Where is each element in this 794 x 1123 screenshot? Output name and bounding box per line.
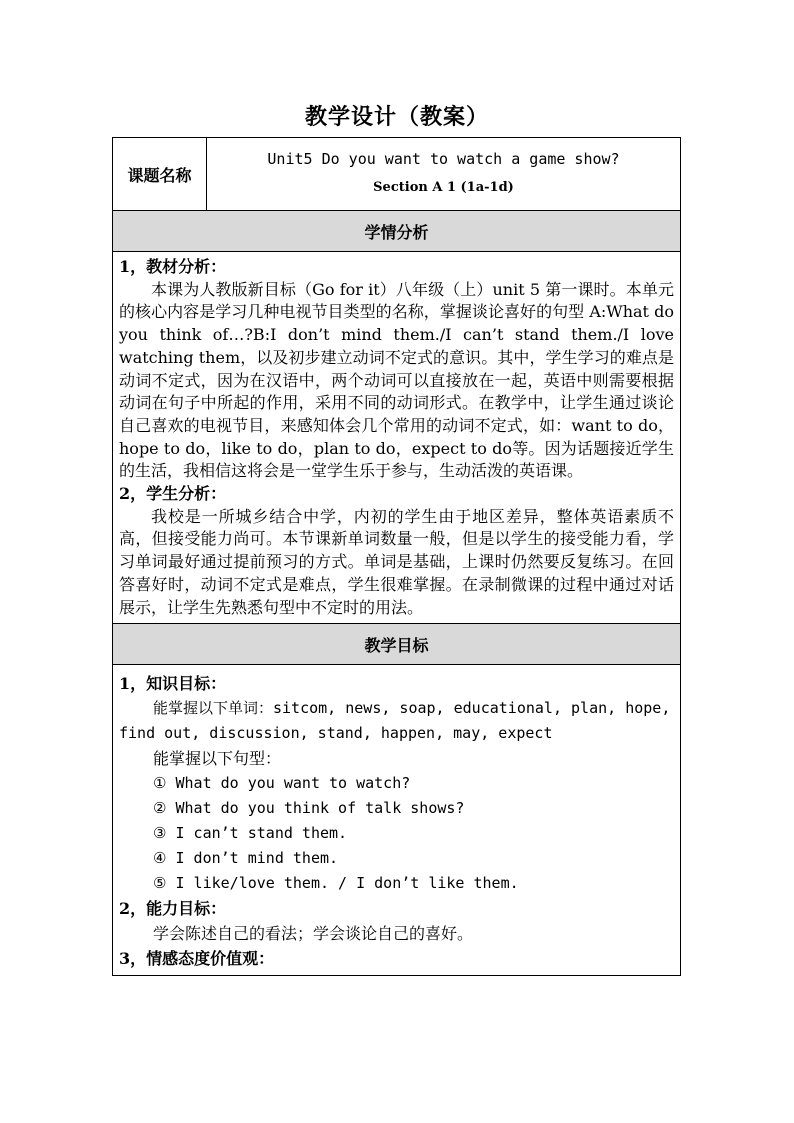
knowledge-heading: 1，知识目标：	[119, 674, 227, 694]
section-title: Section A 1 (1a-1d)	[373, 180, 514, 195]
analysis-heading: 学情分析	[113, 211, 681, 252]
knowledge-words: 能掌握以下单词：sitcom, news, soap, educational, plan, hope, find out, discussion, stand, happen, may, expect	[119, 699, 671, 743]
topic-label: 课题名称	[113, 138, 207, 211]
sentence-item: ③ I can’t stand them.	[153, 824, 348, 843]
goals-body-row	[113, 665, 681, 976]
ability-text: 学会陈述自己的看法；学会谈论自己的喜好。	[153, 924, 474, 944]
students-heading: 2，学生分析：	[119, 484, 227, 504]
sentence-item: ④ I don’t mind them.	[153, 849, 339, 868]
sentence-item: ① What do you want to watch?	[153, 774, 411, 793]
students-text: 我校是一所城乡结合中学，内初的学生由于地区差异，整体英语素质不高，但接受能力尚可。本节课新单词数量一般，但是以学生的接受能力看，学习单词最好通过提前预习的方式。单词是基础，上课时仍然要反复练习。在回答喜好时，动词不定式是难点，学生很难掌握。在录制微课的过程中通过对话展示，让学生先熟悉句型中不定时的用法。	[119, 506, 674, 617]
topic-row	[113, 138, 681, 211]
lesson-plan-table	[112, 137, 681, 976]
unit-title: Unit5 Do you want to watch a game show?	[267, 150, 620, 168]
attitude-heading: 3，情感态度价值观：	[119, 949, 275, 969]
ability-heading: 2，能力目标：	[119, 899, 227, 919]
analysis-body-row	[113, 252, 681, 624]
document-title: 教学设计（教案）	[304, 104, 489, 130]
sentence-item: ⑤ I like/love them. / I don’t like them.	[153, 874, 519, 893]
materials-heading: 1，教材分析：	[119, 257, 227, 276]
sentences-intro: 能掌握以下句型：	[153, 749, 282, 769]
goals-heading-row	[113, 624, 681, 665]
materials-text: 本课为人教版新目标（Go for it）八年级（上）unit 5 第一课时。本单元的核心内容是学习几种电视节目类型的名称，掌握谈论喜好的句型 A:What do you think of…?B:I don’t mind them./I can’t stand them./I love watching them，以及初步建立动词不定式的意识。其中，学生学习的难点是动词不定式，因为在汉语中，两个动词可以直接放在一起，英语中则需要根据动词在句子中所起的作用，采用不同的动词形式。在教学中，让学生通过谈论自己喜欢的电视节目，来感知体会几个常用的动词不定式，如：want to do，hope to do，like to do，plan to do，expect to do等。因为话题接近学生的生活，我相信这将会是一堂学生乐于参与，生动活泼的英语课。	[119, 279, 674, 481]
topic-cell	[207, 138, 681, 211]
analysis-heading-row	[113, 211, 681, 252]
sentence-item: ② What do you think of talk shows?	[153, 799, 465, 818]
goals-heading: 教学目标	[113, 624, 681, 665]
goals-body	[113, 665, 681, 976]
analysis-body	[113, 252, 681, 624]
